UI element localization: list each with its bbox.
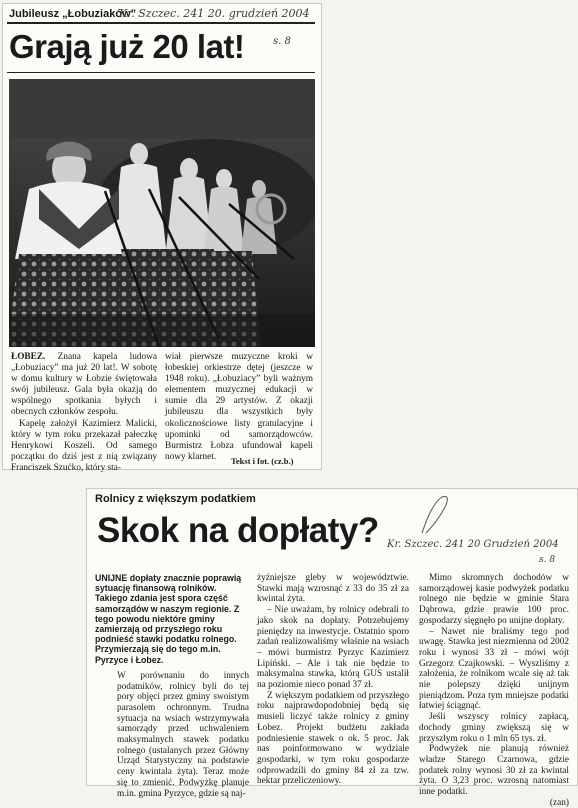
article1-paragraph-2: Kapelę założył Kazimierz Malicki, który w tym roku przekazał pałeczkę Henrykowi Koszeli. Od samego początku do dziś jest z nią związany Franciszek Szućko, który sta- [11,418,157,473]
handwritten-page-number: s. 8 [273,36,291,47]
clipping-skok-na-doplaty [86,488,578,808]
handwritten-source-note: Kr. Szczec. 241 20. grudzień 2004 [119,7,310,20]
article1-paragraph-1: Znana kapela ludowa „Łobuziacy” ma już 20 lat!. W sobotę w domu kultury w Łobzie świętowała swój jubileusz. Gala była okazją do wspólnego spotkania byłych i obecnych członków zespołu. [11,352,157,418]
article2-lead-text: dopłaty znacznie poprawią sytuację finansową rolników. Takiego zdania jest spora część samorządów w naszym regionie. Z tego powodu niektóre gminy zamierzają od przyszłego roku podnieść stawki podatku rolnego. Przymierzają się do tego m.in. Pyrzyce i Łobez. [95,573,242,665]
article2-kicker: Rolnicy z większym podatkiem [95,493,256,505]
article2-headline: Skok na dopłaty? [97,511,379,550]
article1-column-2 [165,352,313,463]
article2-paragraph-6: – Nawet nie braliśmy tego pod uwagę. Stawka jest niezmienna od 2002 roku i wynosi 33 zł – mówi wójt Grzegorz Czajkowski. – Wyszliśmy z założenia, że rolnikom wcale się aż tak nie polepszy dzięki unijnym pieniądzom. Poza tym mniejsze podatki łatwiej ściągnąć. [419,626,569,712]
handwritten-page-number-2: s. 8 [539,555,556,565]
article2-paragraph-5: Mimo skromnych dochodów w samorządowej kasie podwyżek podatku rolnego nie będzie w gminie Stara Dąbrowa, gdzie prawie 100 proc. gospodarzy sięgnęło po unijne dopłaty. [419,573,569,626]
article1-dateline: ŁOBEZ. [11,352,46,362]
article2-lead-cap: UNIJNE [95,573,128,583]
article2-signature: (zan) [549,797,569,808]
band-photo [9,79,315,347]
article1-top-rule [7,22,315,24]
article2-paragraph-7: Jeśli wszyscy rolnicy zapłacą, dochody gminy zwiększą się w przyszłym roku o 1 mln 65 tys. zł. [419,712,569,744]
article2-column-1 [95,573,249,799]
clipping-grajA-20-lat [2,3,322,473]
article2-paragraph-8: Podwyżek nie planują również władze Starego Czarnowa, gdzie podatek rolny wynosi 30 zł za kwintal żyta. O 3,23 proc. wzrosną natomiast inne podatki. [419,744,569,798]
article2-lead [95,573,249,665]
article1-column-1 [11,352,157,474]
band-photo-illustration [9,79,315,347]
article1-paragraph-3: wiał pierwsze muzyczne kroki w łobeskiej orkiestrze dętej (jeszcze w 1948 roku). „Łobuziacy” byli ważnym elementem muzycznej edukacji w sumie dla 29 artystów. Z okazji jubileuszu dla wszystkich były okolicznościowe listy gratulacyjne i upominki od samorządowców. Burmistrz Łobza ufundował kapeli nowy klarnet. [165,352,313,462]
article1-title-rule [7,72,315,73]
article2-column-2 [257,573,409,787]
article2-paragraph-4: Z większym podatkiem od przyszłego roku najprawdopodobniej będą się musieli liczyć także rolnicy z gminy Łobez. Projekt budżetu zakłada podniesienie stawek o ok. 5 proc. Jak nas poinformowano w wydziale gospodarki, w tym roku gospodarze odprowadzili do gminy 84 zł za tzw. hektar przeliczeniowy. [257,690,409,787]
article2-paragraph-3: – Nie uważam, by rolnicy odebrali to jako skok na dopłaty. Potrzebujemy pieniędzy na inwestycje. Ostatnio sporo zadań realizowaliśmy właśnie na wsiach – mówi burmistrz Pyrzyc Kazimierz Lipiński. – Ale i tak nie będzie to maksymalna stawka, którą GUS ustalił na poziomie nieco ponad 37 zł. [257,605,409,691]
article1-kicker: Jubileusz „Łobuziaków” [9,8,137,20]
article2-paragraph-2: żyźniejsze gleby w województwie. Stawki mają wzrosnąć z 33 do 35 zł za kwintal żyta. [257,573,409,605]
article1-headline: Grają już 20 lat! [9,28,245,65]
article1-credit: Tekst i fot. (cz.b.) [231,456,294,466]
handwritten-mark [417,493,457,537]
article2-column-3 [419,573,569,808]
article2-paragraph-1: W porównaniu do innych podatników, rolnicy byli do tej pory objęci przez gminy swoistym parasolem ochronnym. Trudna sytuacja na wsiach wstrzymywała samorządy przed uchwaleniem maksymalnych stawek podatku rolnego (ustalanych przez Główny Urząd Statystyczny na podstawie ceny kwintala żyta). Teraz może się to zmienić. Podwyżkę planuje m.in. gmina Pyrzyce, gdzie są naj- [117,670,249,799]
handwritten-source-note-2: Kr. Szczec. 241 20 Grudzień 2004 [387,539,559,550]
